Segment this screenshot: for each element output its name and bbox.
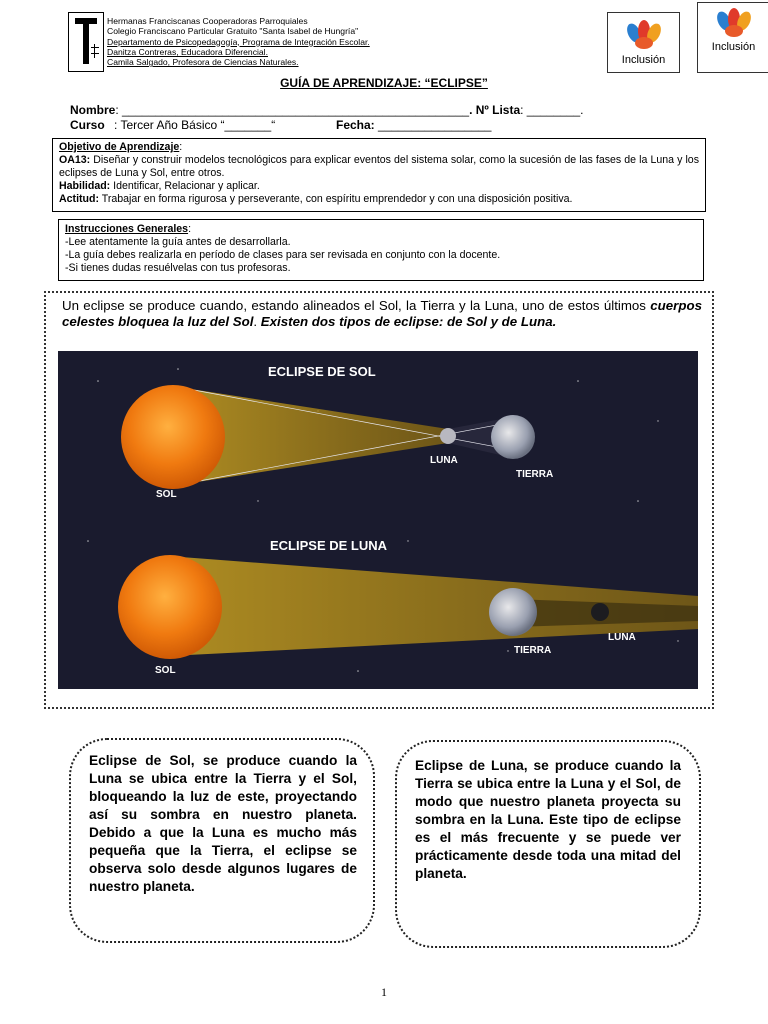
instructions-box — [58, 219, 704, 281]
inclusion-badge-right — [697, 2, 768, 73]
school-line-college: Colegio Franciscano Particular Gratuito "Santa Isabel de Hungría" — [107, 26, 359, 37]
school-line-teacher-2: Camila Salgado, Profesora de Ciencias Naturales. — [107, 57, 299, 68]
school-line-teacher-1: Danitza Contreras, Educadora Diferencial. — [107, 46, 268, 57]
habilidad-text: Identificar, Relacionar y aplicar. — [110, 180, 260, 192]
school-info — [107, 16, 370, 67]
lunar-eclipse-text: Eclipse de Luna, se produce cuando la Tierra se ubica entre la Luna y el Sol, de modo que nuestro planeta proyecta su sombra en la Luna. Este tipo de eclipse es el más frecuente y se puede ver prácticamente desde toda una mitad del planeta. — [415, 758, 681, 881]
nombre-field[interactable]: : ____________________________________________________ — [115, 103, 470, 117]
curso-row — [70, 118, 275, 132]
lunar-title: ECLIPSE DE LUNA — [270, 538, 388, 553]
objective-box — [52, 138, 706, 212]
instructions-heading: Instrucciones Generales — [65, 223, 189, 235]
lunar-earth — [489, 588, 537, 636]
instruction-item: -La guía debes realizarla en período de clases para ser revisada en conjunto con la docente. — [65, 249, 501, 261]
inclusion-badge-left — [607, 12, 680, 73]
intro-plain: Un eclipse se produce cuando, estando alineados el Sol, la Tierra y la Luna, uno de estos últimos — [62, 298, 651, 313]
page-number: 1 — [381, 985, 387, 999]
solar-moon — [440, 428, 456, 444]
fecha-label: Fecha: — [336, 118, 375, 132]
eclipse-illustration — [58, 351, 698, 689]
instruction-item: -Lee atentamente la guía antes de desarrollarla. — [65, 236, 291, 248]
habilidad-label: Habilidad: — [59, 180, 111, 192]
solar-eclipse-text: Eclipse de Sol, se produce cuando la Luna se ubica entre la Tierra y el Sol, bloqueando la luz de este, proyectando así su sombra en nuestro planeta. Debido a que la Luna es mucho más pequeña que la Tierra, el eclipse se observa solo desde algunos lugares de nuestro planeta. — [89, 753, 357, 894]
solar-title: ECLIPSE DE SOL — [268, 364, 376, 379]
lista-label: . Nº Lista — [469, 103, 521, 117]
lunar-sol-label: SOL — [155, 665, 176, 676]
hands-icon — [712, 5, 756, 41]
intro-emphasis-1: cuerpos celestes bloquea la luz del Sol — [62, 298, 702, 329]
solar-luna-label: LUNA — [430, 455, 458, 466]
solar-sun — [121, 385, 225, 489]
objective-heading: Objetivo de Aprendizaje — [59, 141, 180, 153]
page-title: GUÍA DE APRENDIZAJE: “ECLIPSE” — [280, 76, 488, 90]
curso-field[interactable]: : Tercer Año Básico “_______“ — [114, 118, 276, 132]
oa-label: OA13: — [59, 154, 91, 166]
lunar-tierra-label: TIERRA — [514, 645, 552, 656]
objective-heading-colon: : — [179, 141, 183, 153]
lunar-sun — [118, 555, 222, 659]
lunar-luna-label: LUNA — [608, 632, 636, 643]
fecha-field[interactable]: _________________ — [374, 118, 492, 132]
actitud-label: Actitud: — [59, 193, 100, 205]
hands-icon — [622, 17, 666, 53]
lunar-moon — [591, 603, 609, 621]
school-line-department: Departamento de Psicopedagogía, Programa de Integración Escolar. — [107, 36, 370, 47]
solar-sol-label: SOL — [156, 489, 177, 500]
instruction-item: -Si tienes dudas resuélvelas con tus profesoras. — [65, 262, 291, 274]
instructions-heading-colon: : — [188, 223, 192, 235]
actitud-text: Trabajar en forma rigurosa y perseverante, con espíritu emprendedor y con una disposición positiva. — [99, 193, 573, 205]
solar-eclipse-bubble — [69, 738, 375, 943]
inclusion-label-left: Inclusión — [621, 54, 666, 66]
intro-plain-2: . — [253, 313, 261, 329]
lunar-eclipse-bubble — [395, 740, 701, 948]
intro-text — [62, 298, 702, 329]
nombre-row — [70, 103, 584, 117]
curso-label: Curso — [70, 118, 105, 132]
school-logo — [68, 12, 104, 72]
oa-text: Diseñar y construir modelos tecnológicos para explicar eventos del sistema solar, como la sucesión de las fases de la Luna y los eclipses de Luna y Sol, entre otros. — [59, 154, 699, 179]
inclusion-label-right: Inclusión — [711, 41, 756, 53]
solar-tierra-label: TIERRA — [516, 469, 554, 480]
lista-field[interactable]: : ________. — [520, 103, 584, 117]
nombre-label: Nombre — [70, 103, 116, 117]
school-line-congregation: Hermanas Franciscanas Cooperadoras Parroquiales — [107, 16, 308, 26]
intro-emphasis-2: Existen dos tipos de eclipse: de Sol y de Luna. — [260, 313, 557, 329]
solar-earth — [491, 415, 535, 459]
fecha-row — [336, 118, 491, 132]
